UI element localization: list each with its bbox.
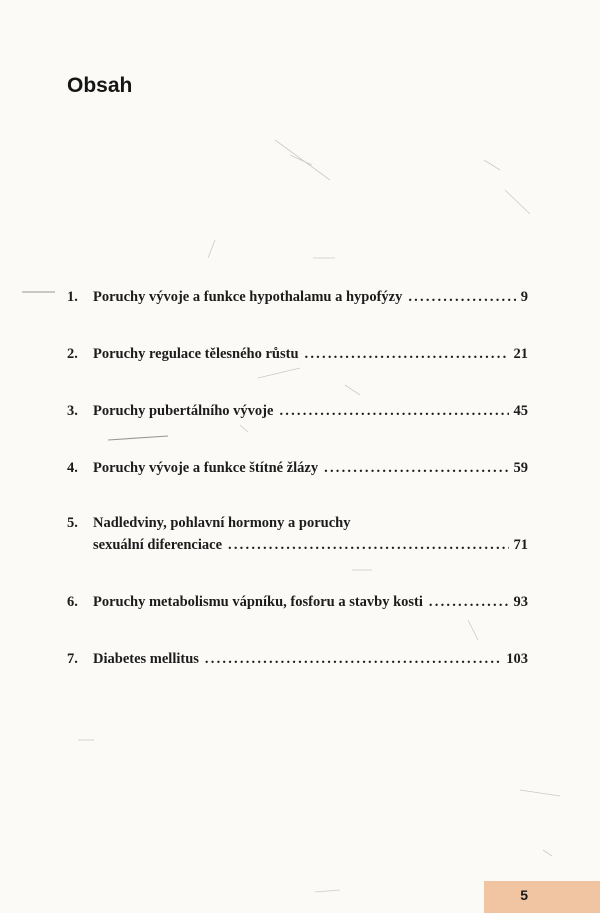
toc-entry-title: Poruchy metabolismu vápníku, fosforu a stavby kosti xyxy=(93,594,423,610)
toc-entry[interactable] xyxy=(67,457,528,479)
toc-entry[interactable] xyxy=(67,512,528,556)
toc-entry-title: Poruchy pubertálního vývoje xyxy=(93,403,274,419)
toc-entry-page: 93 xyxy=(513,594,528,610)
toc-entry-page: 9 xyxy=(520,289,528,305)
toc-entry-title-continued: sexuální diferenciace xyxy=(93,537,223,553)
dot-leader xyxy=(205,648,501,670)
toc-entry-number: 6. xyxy=(67,594,78,610)
dot-leader xyxy=(305,343,509,365)
toc-entry-page: 71 xyxy=(513,537,528,553)
toc-entry[interactable] xyxy=(67,591,528,613)
toc-entry-number: 7. xyxy=(67,651,78,667)
dot-leader xyxy=(408,286,515,308)
dot-leader xyxy=(279,400,508,422)
toc-entry-page: 45 xyxy=(513,403,528,419)
toc-entry-title: Poruchy regulace tělesného růstu xyxy=(93,346,299,362)
dot-leader xyxy=(429,591,509,613)
toc-entry-page: 103 xyxy=(506,651,528,667)
page-number: 5 xyxy=(520,887,528,903)
toc-entry[interactable] xyxy=(67,343,528,365)
toc-entry-number: 4. xyxy=(67,460,78,476)
toc-entry-page: 59 xyxy=(513,460,528,476)
toc-entry-title: Poruchy vývoje a funkce štítné žlázy xyxy=(93,460,319,476)
toc-entry-title: Poruchy vývoje a funkce hypothalamu a hypofýzy xyxy=(93,289,403,305)
toc-entry[interactable] xyxy=(67,286,528,308)
toc-entry[interactable] xyxy=(67,400,528,422)
toc-entry-page: 21 xyxy=(513,346,528,362)
toc-entry-number: 5. xyxy=(67,515,78,531)
toc-entry-number: 1. xyxy=(67,289,78,305)
toc-entry-title: Nadledviny, pohlavní hormony a poruchy xyxy=(93,515,351,531)
dot-leader xyxy=(228,534,508,556)
toc-entry-number: 2. xyxy=(67,346,78,362)
page-title: Obsah xyxy=(67,74,133,97)
dot-leader xyxy=(324,457,508,479)
toc-entry-title: Diabetes mellitus xyxy=(93,651,199,667)
page-number-tab xyxy=(484,881,600,913)
toc-entry[interactable] xyxy=(67,648,528,670)
toc-entry-number: 3. xyxy=(67,403,78,419)
